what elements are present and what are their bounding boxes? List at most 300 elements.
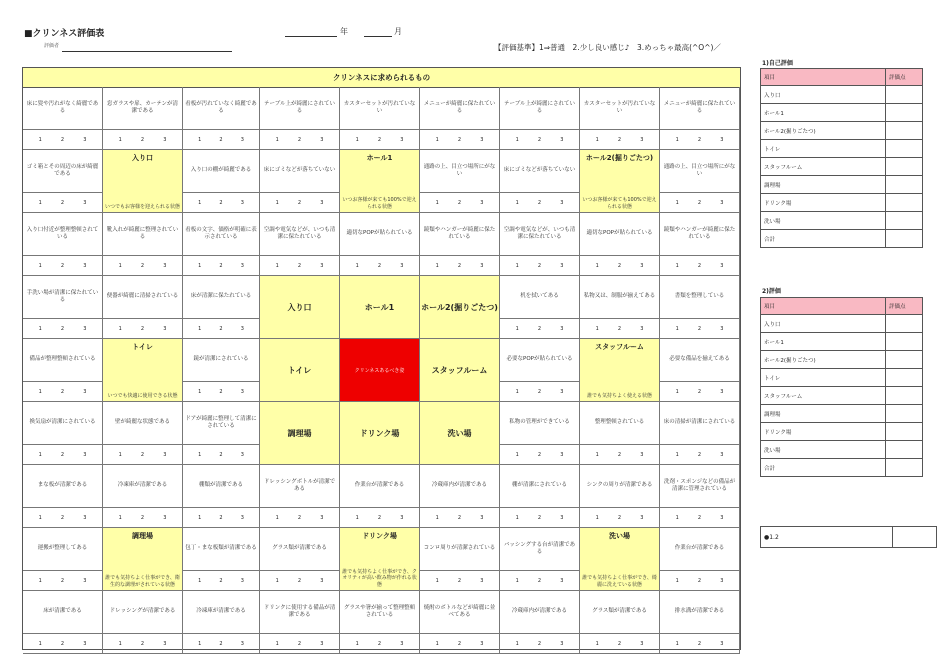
score-option[interactable]: 1 <box>118 640 122 647</box>
score-option[interactable]: 3 <box>400 262 404 269</box>
total-value[interactable] <box>893 527 937 548</box>
score-option[interactable]: 2 <box>457 514 462 521</box>
score-option[interactable]: 1 <box>595 514 599 521</box>
score-option[interactable]: 1 <box>355 136 359 143</box>
score-option[interactable]: 2 <box>697 451 702 458</box>
score-option[interactable]: 1 <box>198 388 202 395</box>
score-options[interactable] <box>420 256 500 276</box>
score-option[interactable]: 1 <box>435 577 439 584</box>
score-options[interactable] <box>580 634 660 654</box>
score-option[interactable]: 2 <box>60 325 65 332</box>
score-options[interactable] <box>420 571 500 591</box>
score-option[interactable]: 2 <box>60 388 65 395</box>
score-options[interactable] <box>500 256 580 276</box>
score-option[interactable]: 3 <box>480 262 484 269</box>
criterion-item: 床の清掃が清潔にされている <box>660 402 740 445</box>
score-option[interactable]: 3 <box>720 451 724 458</box>
score-option[interactable]: 2 <box>297 640 302 647</box>
score-option[interactable]: 3 <box>560 136 564 143</box>
score-option[interactable]: 3 <box>83 388 87 395</box>
score-option[interactable]: 3 <box>320 577 324 584</box>
score-option[interactable]: 1 <box>38 388 42 395</box>
score-option[interactable]: 3 <box>720 514 724 521</box>
score-options[interactable] <box>23 193 103 213</box>
score-option[interactable]: 2 <box>219 262 223 269</box>
score-option[interactable]: 1 <box>595 451 599 458</box>
score-field[interactable] <box>886 194 923 212</box>
score-option[interactable]: 2 <box>377 514 382 521</box>
score-option[interactable]: 3 <box>83 199 87 206</box>
center-cell: クリンネスあるべき姿 <box>340 339 420 402</box>
score-options[interactable] <box>260 256 340 276</box>
score-option[interactable]: 2 <box>537 451 542 458</box>
score-option[interactable]: 3 <box>560 640 564 647</box>
criterion-item: シンクの周りが清潔である <box>580 465 660 508</box>
score-option[interactable]: 1 <box>355 640 359 647</box>
score-option[interactable]: 1 <box>675 325 679 332</box>
score-options[interactable] <box>260 571 340 591</box>
score-option[interactable]: 1 <box>675 262 679 269</box>
score-option[interactable]: 2 <box>60 136 65 143</box>
score-option[interactable]: 1 <box>275 136 279 143</box>
score-option[interactable]: 1 <box>118 262 122 269</box>
score-option[interactable]: 3 <box>560 325 564 332</box>
score-options[interactable] <box>660 634 740 654</box>
score-option[interactable]: 3 <box>83 136 87 143</box>
score-option[interactable]: 2 <box>697 325 702 332</box>
criterion-item: 鏡類やハンガーが綺麗に保たれている <box>660 213 740 256</box>
score-option[interactable]: 3 <box>400 136 404 143</box>
year-field[interactable] <box>285 36 337 37</box>
score-option[interactable]: 3 <box>240 451 244 458</box>
score-options[interactable] <box>183 382 260 402</box>
score-options[interactable] <box>23 634 103 654</box>
score-option[interactable]: 3 <box>83 640 87 647</box>
score-option[interactable]: 2 <box>537 262 542 269</box>
score-option[interactable]: 1 <box>675 199 679 206</box>
score-field[interactable] <box>886 212 923 230</box>
score-option[interactable]: 3 <box>83 451 87 458</box>
score-field[interactable] <box>886 405 923 423</box>
score-option[interactable]: 1 <box>675 388 679 395</box>
score-options[interactable] <box>580 319 660 339</box>
score-option[interactable]: 2 <box>537 388 542 395</box>
self-eval-title: 1)自己評価 <box>762 60 793 67</box>
score-option[interactable]: 3 <box>480 640 484 647</box>
score-option[interactable]: 1 <box>38 262 42 269</box>
score-option[interactable]: 2 <box>140 514 145 521</box>
score-options[interactable] <box>420 130 500 150</box>
criterion-item: 冷凍庫が清潔である <box>103 465 183 508</box>
score-options[interactable] <box>580 445 660 465</box>
score-option[interactable]: 3 <box>163 640 167 647</box>
score-option[interactable]: 2 <box>297 136 302 143</box>
score-option[interactable]: 1 <box>355 262 359 269</box>
score-option[interactable]: 2 <box>697 199 702 206</box>
score-option[interactable]: 1 <box>515 136 519 143</box>
score-field[interactable] <box>886 86 923 104</box>
score-option[interactable]: 2 <box>377 136 382 143</box>
score-option[interactable]: 3 <box>163 325 167 332</box>
score-option[interactable]: 1 <box>675 451 679 458</box>
score-field[interactable] <box>886 387 923 405</box>
score-option[interactable]: 1 <box>595 262 599 269</box>
score-option[interactable]: 3 <box>240 577 244 584</box>
score-option[interactable]: 1 <box>355 514 359 521</box>
score-options[interactable] <box>183 571 260 591</box>
score-options[interactable] <box>660 445 740 465</box>
score-option[interactable]: 1 <box>275 514 279 521</box>
score-option[interactable]: 2 <box>617 325 622 332</box>
score-option[interactable]: 3 <box>720 199 724 206</box>
score-options[interactable] <box>500 571 580 591</box>
score-options[interactable] <box>103 508 183 528</box>
score-option[interactable]: 3 <box>320 514 324 521</box>
score-option[interactable]: 1 <box>275 262 279 269</box>
score-options[interactable] <box>23 508 103 528</box>
score-option[interactable]: 2 <box>457 262 462 269</box>
score-option[interactable]: 1 <box>515 577 519 584</box>
criterion-item: 鏡が清潔にされている <box>183 339 260 382</box>
score-option[interactable]: 1 <box>275 640 279 647</box>
score-option[interactable]: 1 <box>435 262 439 269</box>
score-option[interactable]: 2 <box>297 199 302 206</box>
criterion-item: 備品が整理整頓されている <box>23 339 103 382</box>
score-field[interactable] <box>886 441 923 459</box>
score-options[interactable] <box>183 634 260 654</box>
score-option[interactable]: 1 <box>198 577 202 584</box>
score-option[interactable]: 3 <box>83 262 87 269</box>
score-option[interactable]: 1 <box>675 136 679 143</box>
score-options[interactable] <box>260 634 340 654</box>
criterion-item: 棚類が清潔である <box>183 465 260 508</box>
score-option[interactable]: 3 <box>720 388 724 395</box>
score-option[interactable]: 1 <box>118 136 122 143</box>
score-option[interactable]: 3 <box>83 325 87 332</box>
score-option[interactable]: 3 <box>320 262 324 269</box>
score-option[interactable]: 1 <box>38 199 42 206</box>
score-options[interactable] <box>23 130 103 150</box>
score-option[interactable]: 1 <box>198 136 202 143</box>
score-option[interactable]: 1 <box>515 199 519 206</box>
score-option[interactable]: 1 <box>675 640 679 647</box>
score-options[interactable] <box>660 382 740 402</box>
score-field[interactable] <box>886 423 923 441</box>
score-options[interactable] <box>340 256 420 276</box>
score-options[interactable] <box>580 508 660 528</box>
score-option[interactable]: 3 <box>560 199 564 206</box>
score-option[interactable]: 2 <box>697 136 702 143</box>
score-option[interactable]: 3 <box>560 262 564 269</box>
criterion-item: ドアが綺麗に整理して清潔にされている <box>183 402 260 445</box>
score-option[interactable]: 2 <box>60 640 65 647</box>
score-option[interactable]: 3 <box>320 136 324 143</box>
score-options[interactable] <box>103 319 183 339</box>
score-option[interactable]: 1 <box>275 199 279 206</box>
score-option[interactable]: 3 <box>240 388 244 395</box>
score-option[interactable]: 3 <box>480 514 484 521</box>
score-option[interactable]: 3 <box>163 514 167 521</box>
score-option[interactable]: 2 <box>617 514 622 521</box>
score-option[interactable]: 2 <box>697 514 702 521</box>
score-option[interactable]: 2 <box>60 514 65 521</box>
score-option[interactable]: 2 <box>697 577 702 584</box>
criterion-item: 看板が汚れていなく綺麗である <box>183 87 260 130</box>
score-option[interactable]: 2 <box>297 262 302 269</box>
score-option[interactable]: 1 <box>595 136 599 143</box>
score-option[interactable]: 1 <box>38 577 42 584</box>
score-option[interactable]: 2 <box>457 577 462 584</box>
score-options[interactable] <box>660 193 740 213</box>
score-option[interactable]: 1 <box>435 199 439 206</box>
score-options[interactable] <box>500 130 580 150</box>
score-options[interactable] <box>660 319 740 339</box>
score-field[interactable] <box>886 315 923 333</box>
score-options[interactable] <box>500 193 580 213</box>
score-option[interactable]: 3 <box>320 199 324 206</box>
score-options[interactable] <box>500 319 580 339</box>
score-option[interactable]: 1 <box>435 514 439 521</box>
score-option[interactable]: 2 <box>219 136 223 143</box>
score-option[interactable]: 3 <box>720 325 724 332</box>
score-option[interactable]: 1 <box>515 640 519 647</box>
score-options[interactable] <box>660 508 740 528</box>
criterion-item: 書類を整理している <box>660 276 740 319</box>
score-option[interactable]: 2 <box>140 325 145 332</box>
score-options[interactable] <box>23 571 103 591</box>
score-option[interactable]: 1 <box>198 514 202 521</box>
score-option[interactable]: 3 <box>163 136 167 143</box>
table-row-label: ドリンク場 <box>761 423 886 441</box>
score-options[interactable] <box>23 445 103 465</box>
score-options[interactable] <box>23 382 103 402</box>
score-options[interactable] <box>23 256 103 276</box>
score-options[interactable] <box>103 256 183 276</box>
score-option[interactable]: 1 <box>595 325 599 332</box>
score-option[interactable]: 3 <box>480 136 484 143</box>
score-option[interactable]: 3 <box>240 199 244 206</box>
score-option[interactable]: 1 <box>198 325 202 332</box>
score-options[interactable] <box>183 130 260 150</box>
score-option[interactable]: 2 <box>537 577 542 584</box>
score-option[interactable]: 3 <box>720 262 724 269</box>
score-option[interactable]: 2 <box>377 262 382 269</box>
score-option[interactable]: 3 <box>640 262 644 269</box>
score-option[interactable]: 2 <box>219 577 223 584</box>
score-field[interactable] <box>886 369 923 387</box>
score-option[interactable]: 3 <box>240 514 244 521</box>
score-options[interactable] <box>260 130 340 150</box>
score-option[interactable]: 3 <box>240 136 244 143</box>
score-option[interactable]: 3 <box>480 199 484 206</box>
score-option[interactable]: 2 <box>60 199 65 206</box>
score-option[interactable]: 3 <box>560 577 564 584</box>
score-option[interactable]: 2 <box>617 136 622 143</box>
score-field[interactable] <box>886 104 923 122</box>
criterion-item: 空調や電気などが、いつも清潔に保たれている <box>260 213 340 256</box>
score-option[interactable]: 2 <box>457 136 462 143</box>
score-option[interactable]: 1 <box>515 451 519 458</box>
criterion-item: 作業台が清潔である <box>660 528 740 571</box>
score-option[interactable]: 3 <box>560 514 564 521</box>
score-options[interactable] <box>420 634 500 654</box>
score-option[interactable]: 2 <box>140 640 145 647</box>
score-option[interactable]: 2 <box>537 640 542 647</box>
score-field[interactable] <box>886 158 923 176</box>
score-option[interactable]: 2 <box>697 640 702 647</box>
score-field[interactable] <box>886 176 923 194</box>
score-option[interactable]: 3 <box>83 514 87 521</box>
score-option[interactable]: 3 <box>320 640 324 647</box>
score-option[interactable]: 1 <box>38 640 42 647</box>
category-cell <box>103 339 183 402</box>
score-option[interactable]: 1 <box>675 514 679 521</box>
score-option[interactable]: 3 <box>163 262 167 269</box>
score-option[interactable]: 3 <box>720 136 724 143</box>
score-option[interactable]: 1 <box>198 451 202 458</box>
score-field[interactable] <box>886 140 923 158</box>
score-option[interactable]: 2 <box>377 640 382 647</box>
score-option[interactable]: 1 <box>435 136 439 143</box>
score-options[interactable] <box>580 130 660 150</box>
score-option[interactable]: 1 <box>515 514 519 521</box>
score-option[interactable]: 2 <box>537 514 542 521</box>
score-options[interactable] <box>500 634 580 654</box>
score-option[interactable]: 3 <box>640 136 644 143</box>
criterion-item: まな板が清潔である <box>23 465 103 508</box>
score-option[interactable]: 1 <box>118 451 122 458</box>
score-options[interactable] <box>500 445 580 465</box>
score-option[interactable]: 2 <box>457 640 462 647</box>
table-header: 項目 <box>761 298 886 315</box>
score-option[interactable]: 1 <box>515 388 519 395</box>
score-options[interactable] <box>660 130 740 150</box>
score-option[interactable]: 2 <box>297 514 302 521</box>
score-option[interactable]: 1 <box>435 640 439 647</box>
criterion-item: 床に髪や汚れがなく綺麗である <box>23 87 103 130</box>
score-options[interactable] <box>23 319 103 339</box>
criterion-item: メニューが綺麗に保たれている <box>420 87 500 130</box>
score-option[interactable]: 2 <box>140 451 145 458</box>
score-option[interactable]: 2 <box>219 388 223 395</box>
score-option[interactable]: 3 <box>240 640 244 647</box>
score-option[interactable]: 2 <box>617 451 622 458</box>
score-option[interactable]: 2 <box>697 262 702 269</box>
score-options[interactable] <box>260 508 340 528</box>
score-option[interactable]: 1 <box>38 325 42 332</box>
score-option[interactable]: 1 <box>198 640 202 647</box>
score-option[interactable]: 3 <box>560 388 564 395</box>
score-option[interactable]: 2 <box>457 199 462 206</box>
score-option[interactable]: 3 <box>480 577 484 584</box>
score-option[interactable]: 2 <box>219 451 223 458</box>
score-option[interactable]: 2 <box>617 640 622 647</box>
score-option[interactable]: 2 <box>537 199 542 206</box>
score-option[interactable]: 2 <box>697 388 702 395</box>
score-option[interactable]: 3 <box>240 262 244 269</box>
score-option[interactable]: 2 <box>537 325 542 332</box>
score-option[interactable]: 2 <box>140 262 145 269</box>
score-options[interactable] <box>660 571 740 591</box>
score-options[interactable] <box>420 508 500 528</box>
score-option[interactable]: 1 <box>595 640 599 647</box>
score-option[interactable]: 2 <box>140 136 145 143</box>
score-option[interactable]: 3 <box>240 325 244 332</box>
score-field[interactable] <box>886 351 923 369</box>
score-options[interactable] <box>103 445 183 465</box>
score-option[interactable]: 1 <box>198 199 202 206</box>
score-option[interactable]: 2 <box>60 451 65 458</box>
score-option[interactable]: 3 <box>560 451 564 458</box>
score-option[interactable]: 1 <box>675 577 679 584</box>
score-option[interactable]: 1 <box>515 325 519 332</box>
score-options[interactable] <box>500 382 580 402</box>
score-option[interactable]: 1 <box>38 514 42 521</box>
score-field[interactable] <box>886 459 923 477</box>
score-option[interactable]: 1 <box>118 325 122 332</box>
score-options[interactable] <box>183 508 260 528</box>
score-options[interactable] <box>103 634 183 654</box>
score-field[interactable] <box>886 333 923 351</box>
score-option[interactable]: 3 <box>83 577 87 584</box>
score-option[interactable]: 2 <box>219 199 223 206</box>
score-option[interactable]: 3 <box>640 640 644 647</box>
score-option[interactable]: 3 <box>640 325 644 332</box>
score-option[interactable]: 1 <box>38 136 42 143</box>
score-options[interactable] <box>500 508 580 528</box>
score-options[interactable] <box>420 193 500 213</box>
score-option[interactable]: 3 <box>400 640 404 647</box>
score-option[interactable]: 3 <box>163 451 167 458</box>
score-option[interactable]: 1 <box>515 262 519 269</box>
category-name: 調理場 <box>132 532 153 540</box>
score-options[interactable] <box>183 319 260 339</box>
score-option[interactable]: 1 <box>118 514 122 521</box>
score-option[interactable]: 1 <box>275 577 279 584</box>
score-option[interactable]: 2 <box>219 640 223 647</box>
month-field[interactable] <box>364 36 392 37</box>
score-option[interactable]: 2 <box>617 262 622 269</box>
score-option[interactable]: 2 <box>219 514 223 521</box>
score-options[interactable] <box>660 256 740 276</box>
score-options[interactable] <box>183 193 260 213</box>
score-option[interactable]: 3 <box>720 577 724 584</box>
score-option[interactable]: 3 <box>640 451 644 458</box>
score-option[interactable]: 3 <box>720 640 724 647</box>
score-option[interactable]: 2 <box>60 577 65 584</box>
score-options[interactable] <box>340 634 420 654</box>
score-option[interactable]: 1 <box>198 262 202 269</box>
score-option[interactable]: 1 <box>38 451 42 458</box>
score-options[interactable] <box>183 445 260 465</box>
score-options[interactable] <box>183 256 260 276</box>
score-field[interactable] <box>886 122 923 140</box>
score-option[interactable]: 3 <box>640 514 644 521</box>
score-options[interactable] <box>340 508 420 528</box>
score-option[interactable]: 2 <box>297 577 302 584</box>
rater-field[interactable] <box>62 51 232 52</box>
criterion-item: 入り口の棚が綺麗である <box>183 150 260 193</box>
score-options[interactable] <box>260 193 340 213</box>
score-option[interactable]: 2 <box>219 325 223 332</box>
score-options[interactable] <box>103 130 183 150</box>
score-option[interactable]: 3 <box>400 514 404 521</box>
score-field[interactable] <box>886 230 923 248</box>
score-option[interactable]: 2 <box>537 136 542 143</box>
score-options[interactable] <box>340 130 420 150</box>
score-options[interactable] <box>580 256 660 276</box>
score-option[interactable]: 2 <box>60 262 65 269</box>
